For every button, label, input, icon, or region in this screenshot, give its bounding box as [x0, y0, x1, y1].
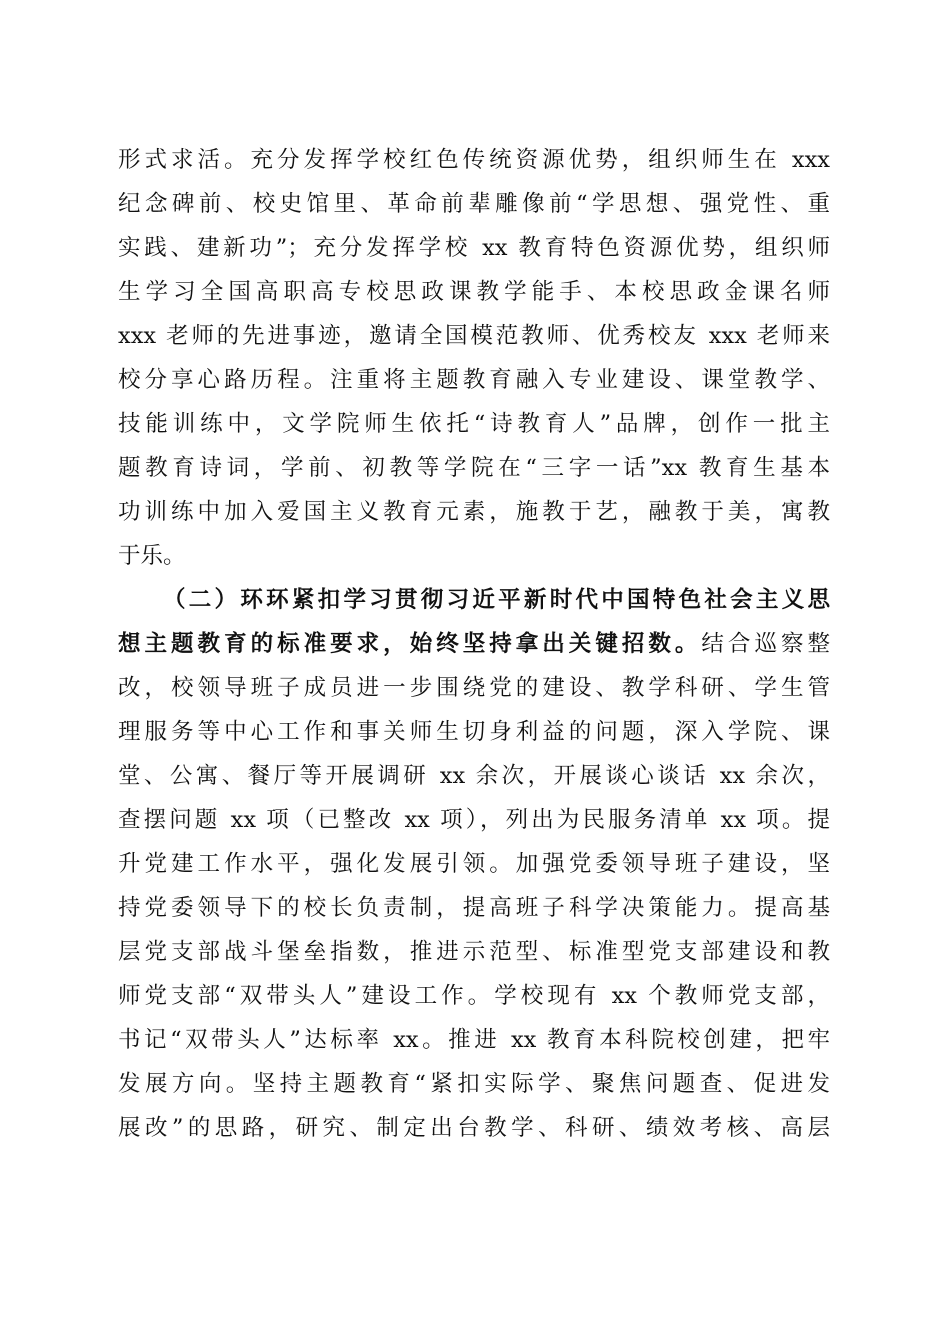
- text-line: 理服务等中心工作和事关师生切身利益的问题，深入学院、课: [118, 719, 830, 745]
- text-line: 形式求活。充分发挥学校红色传统资源优势，组织师生在 xxx: [118, 147, 830, 173]
- text-line: 堂、公寓、餐厅等开展调研 xx 余次，开展谈心谈话 xx 余次，: [118, 763, 830, 789]
- text-line: 实践、建新功”；充分发挥学校 xx 教育特色资源优势，组织师: [118, 235, 830, 261]
- text-line: 持党委领导下的校长负责制，提高班子科学决策能力。提高基: [118, 895, 830, 921]
- text-line: 师党支部“双带头人”建设工作。学校现有 xx 个教师党支部，: [118, 983, 830, 1009]
- text-line: 校分享心路历程。注重将主题教育融入专业建设、课堂教学、: [118, 367, 830, 393]
- text-line: 查摆问题 xx 项（已整改 xx 项），列出为民服务清单 xx 项。提: [118, 807, 830, 833]
- text-line: 改，校领导班子成员进一步围绕党的建设、教学科研、学生管: [118, 675, 830, 701]
- paragraph-1: [118, 138, 830, 578]
- paragraph-2: [118, 578, 830, 1150]
- text-line: 生学习全国高职高专校思政课教学能手、本校思政金课名师: [118, 279, 830, 305]
- text-line: 书记“双带头人”达标率 xx。推进 xx 教育本科院校创建，把牢: [118, 1027, 830, 1053]
- body-text: [118, 138, 830, 1150]
- text-line: 题教育诗词，学前、初教等学院在“三字一话”xx 教育生基本: [118, 455, 830, 481]
- text-line: 展改”的思路，研究、制定出台教学、科研、绩效考核、高层: [118, 1115, 830, 1141]
- text-line: 功训练中加入爱国主义教育元素，施教于艺，融教于美，寓教: [118, 499, 830, 525]
- text-line: [118, 622, 830, 666]
- text-line: xxx 老师的先进事迹，邀请全国模范教师、优秀校友 xxx 老师来: [118, 323, 830, 349]
- text-line: 发展方向。坚持主题教育“紧扣实际学、聚焦问题查、促进发: [118, 1071, 830, 1097]
- text-line: 于乐。: [118, 543, 186, 569]
- text-line: 技能训练中，文学院师生依托“诗教育人”品牌，创作一批主: [118, 411, 830, 437]
- section-heading-end: 想主题教育的标准要求，始终坚持拿出关键招数。: [118, 631, 702, 657]
- section-heading-line: （二）环环紧扣学习贯彻习近平新时代中国特色社会主义思: [163, 587, 830, 613]
- text-line: 升党建工作水平，强化发展引领。加强党委领导班子建设，坚: [118, 851, 830, 877]
- text-line: 纪念碑前、校史馆里、革命前辈雕像前“学思想、强党性、重: [118, 191, 830, 217]
- text-segment: 结合巡察整: [701, 631, 830, 657]
- text-line: 层党支部战斗堡垒指数，推进示范型、标准型党支部建设和教: [118, 939, 830, 965]
